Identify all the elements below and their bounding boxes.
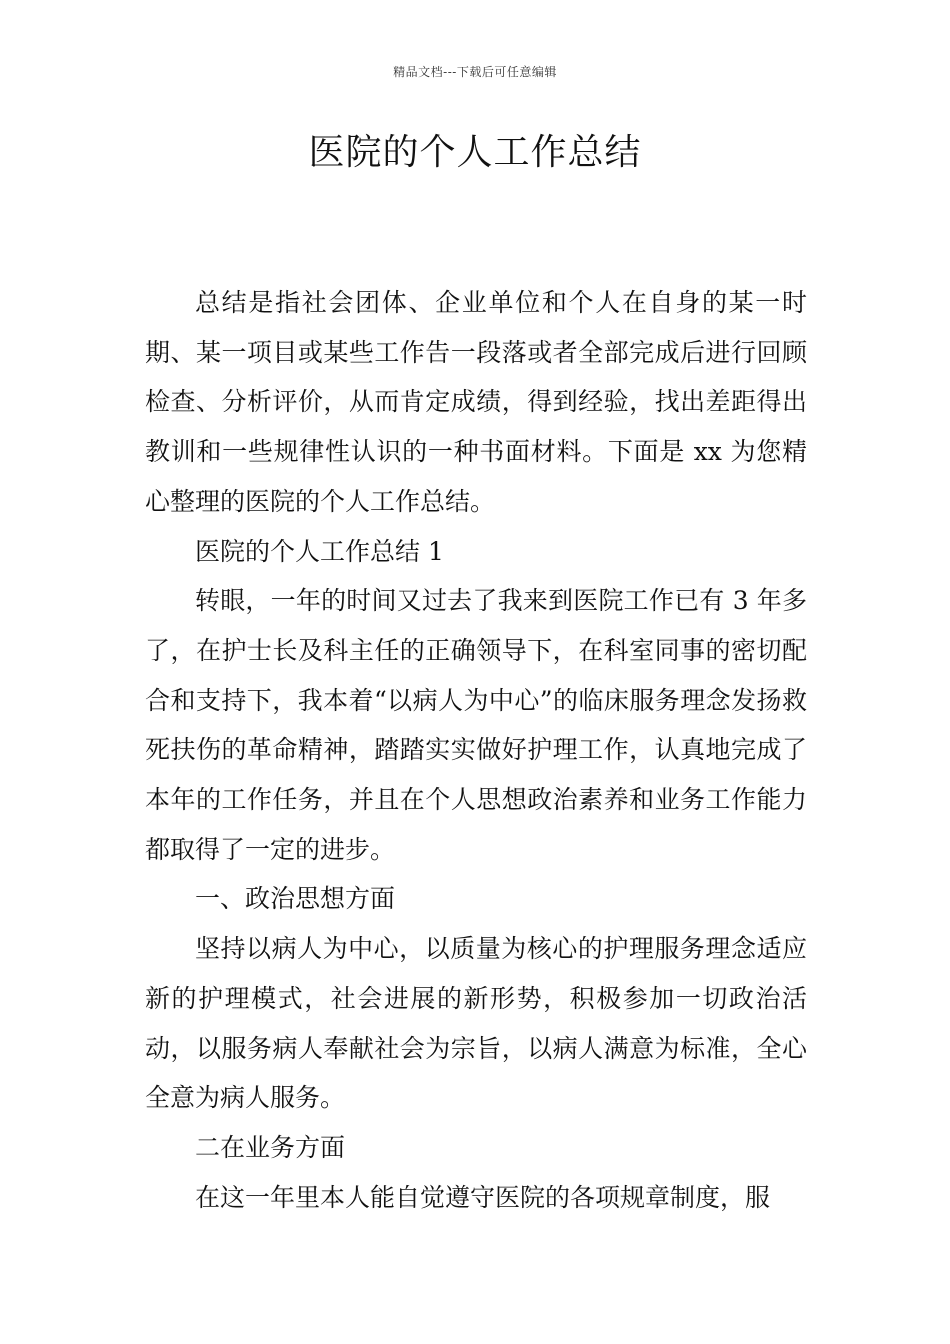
document-body: [145, 278, 807, 1222]
body-paragraph: 转眼，一年的时间又过去了我来到医院工作已有 3 年多了，在护士长及科主任的正确领导下，在科室同事的密切配合和支持下，我本着“以病人为中心”的临床服务理念发扬救死扶伤的革命精神，踏踏实实做好护理工作，认真地完成了本年的工作任务，并且在个人思想政治素养和业务工作能力都取得了一定的进步。: [145, 586, 807, 864]
header-note: 精品文档---下载后可任意编辑: [393, 65, 557, 79]
section-heading-summary-1: 医院的个人工作总结 1: [195, 536, 444, 566]
section-heading-political: 一、政治思想方面: [195, 884, 396, 914]
body-paragraph: 在这一年里本人能自觉遵守医院的各项规章制度，服: [195, 1182, 771, 1212]
document-title: 医院的个人工作总结: [308, 132, 642, 173]
intro-paragraph: 总结是指社会团体、企业单位和个人在自身的某一时期、某一项目或某些工作告一段落或者全部完成后进行回顾检查、分析评价，从而肯定成绩，得到经验，找出差距得出教训和一些规律性认识的一种书面材料。下面是 xx 为您精心整理的医院的个人工作总结。: [145, 288, 807, 516]
section-heading-business: 二在业务方面: [195, 1132, 346, 1162]
body-paragraph: 坚持以病人为中心，以质量为核心的护理服务理念适应新的护理模式，社会进展的新形势，积极参加一切政治活动，以服务病人奉献社会为宗旨，以病人满意为标准，全心全意为病人服务。: [145, 934, 807, 1113]
